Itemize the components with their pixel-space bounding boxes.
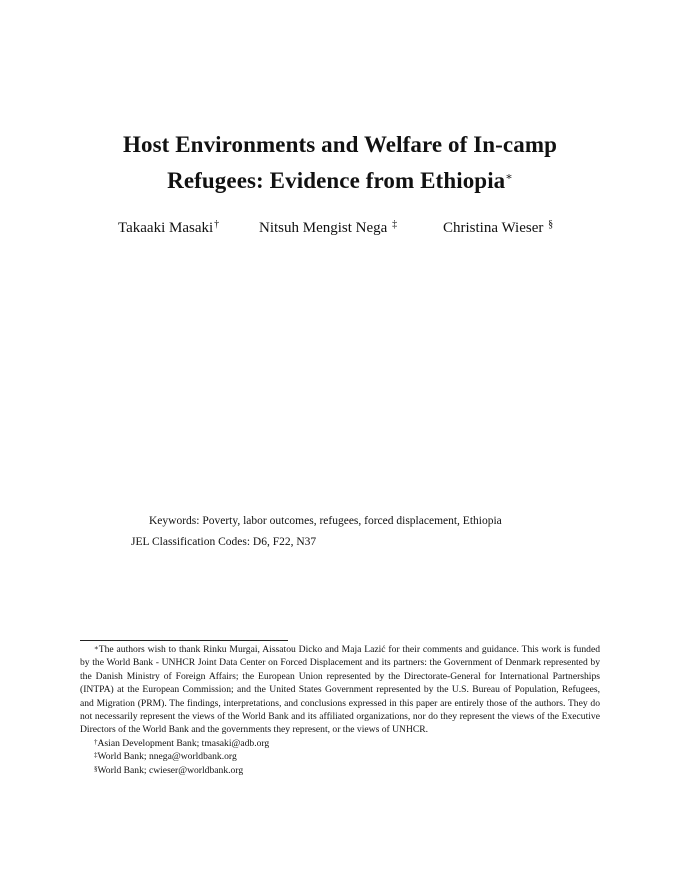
author-wieser <box>443 218 553 238</box>
footnote-mark: § <box>94 764 98 773</box>
author-mark: § <box>548 219 554 230</box>
footnote-rule <box>80 640 288 641</box>
paper-title <box>60 127 620 199</box>
author-name: Takaaki Masaki <box>118 220 214 236</box>
footnote-mark: ∗ <box>94 644 99 652</box>
title-line-2-text: Refugees: Evidence from Ethiopia <box>167 168 506 193</box>
author-nega <box>259 218 397 238</box>
title-line-2 <box>60 163 620 199</box>
footnote-text: Asian Development Bank; tmasaki@adb.org <box>97 737 270 749</box>
footnote-affiliation-masaki <box>80 737 600 750</box>
keywords: Keywords: Poverty, labor outcomes, refugees, forced displacement, Ethiopia <box>149 515 502 527</box>
author-mark: † <box>214 219 220 230</box>
footnote-affiliation-nega <box>80 750 600 763</box>
footnote-text: World Bank; nnega@worldbank.org <box>97 751 237 763</box>
footnotes <box>80 643 600 777</box>
footnote-mark: ‡ <box>94 751 98 760</box>
author-name: Nitsuh Mengist Nega <box>259 220 388 236</box>
footnote-text: World Bank; cwieser@worldbank.org <box>97 764 244 776</box>
title-line-1: Host Environments and Welfare of In-camp <box>122 132 557 157</box>
jel-codes: JEL Classification Codes: D6, F22, N37 <box>131 536 317 548</box>
footnote-text: The authors wish to thank Rinku Murgai, Aissatou Dicko and Maja Lazić for their comments and guidance. This work is funded by the World Bank - UNHCR Joint Data Center on Forced Displacement and its partners: the Government of Denmark represented by the Danish Ministry of Foreign Affairs; the European Union represented by the Directorate-General for International Partnerships (INTPA) at the European Commission; and the United States Government represented by the U.S. Bureau of Population, Refugees, and Migration (PRM). The findings, interpretations, and conclusions expressed in this paper are entirely those of the authors. They do not necessarily represent the views of the World Bank and its affiliated organizations, nor do they represent the views of the Executive Directors of the World Bank and the governments they represent, or the views of UNHCR. <box>80 644 600 736</box>
author-masaki <box>118 218 219 238</box>
footnote-mark: † <box>94 737 98 746</box>
title-footnote-mark: ∗ <box>505 171 513 183</box>
author-mark: ‡ <box>392 219 398 230</box>
author-name: Christina Wieser <box>443 220 544 236</box>
footnote-affiliation-wieser <box>80 764 600 777</box>
footnote-acknowledgment <box>80 643 600 737</box>
